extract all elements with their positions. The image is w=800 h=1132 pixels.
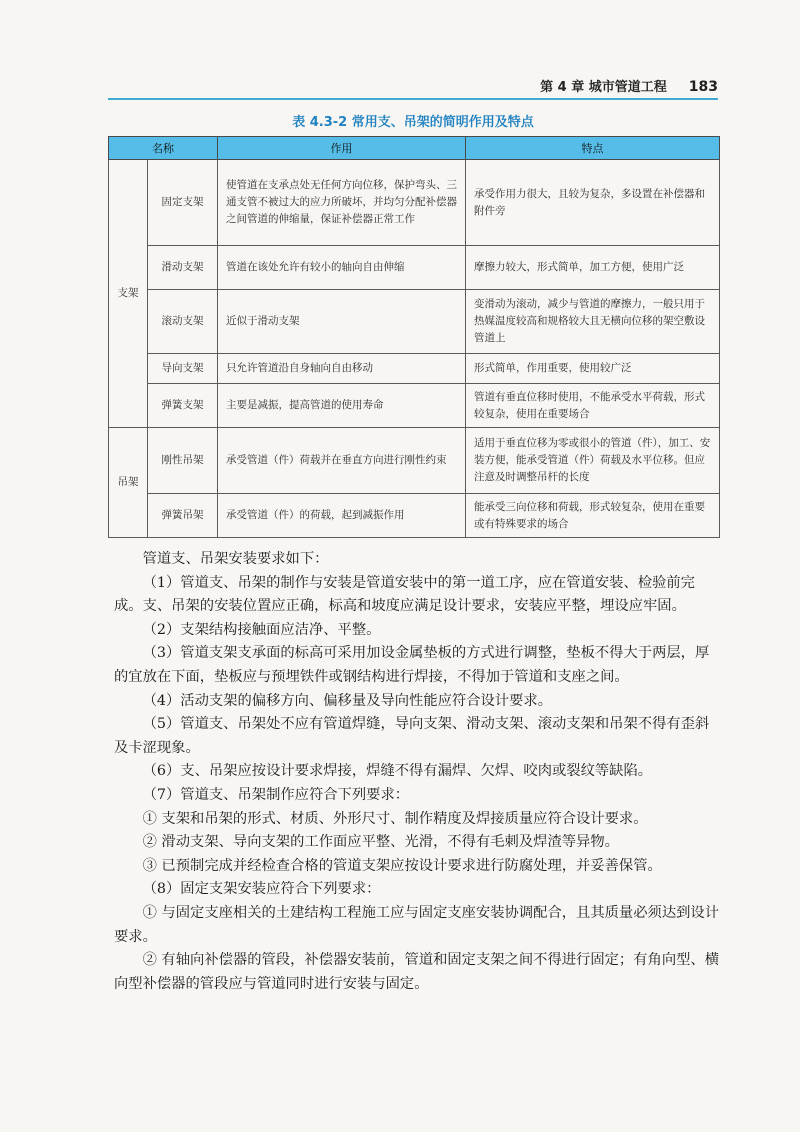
type-cell: 弹簧吊架 xyxy=(148,494,218,538)
type-cell: 弹簧支架 xyxy=(148,384,218,428)
paragraph: ② 滑动支架、导向支架的工作面应平整、光滑，不得有毛刺及焊渣等异物。 xyxy=(142,834,619,851)
paragraph: ③ 已预制完成并经检查合格的管道支架应按设计要求进行防腐处理，并妥善保管。 xyxy=(142,857,662,874)
table-row xyxy=(109,246,720,290)
paragraph: （5）管道支、吊架处不应有管道焊缝，导向支架、滑动支架、滚动支架和吊架不得有歪斜及卡涩现象。 xyxy=(114,716,710,756)
header-features: 特点 xyxy=(466,137,720,160)
running-header xyxy=(108,72,718,100)
support-hanger-table xyxy=(108,136,720,538)
paragraph: ① 与固定支座相关的土建结构工程施工应与固定支座安装协调配合，且其质量必须达到设计要求。 xyxy=(114,904,720,945)
page-number: 183 xyxy=(688,79,718,95)
features-cell: 适用于垂直位移为零或很小的管道（件），加工、安装方便，能承受管道（件）荷载及水平位移。但应注意及时调整吊杆的长度 xyxy=(466,428,720,494)
features-cell: 管道有垂直位移时使用，不能承受水平荷载，形式较复杂，使用在重要场合 xyxy=(466,384,720,428)
paragraph: ② 有轴向补偿器的管段，补偿器安装前，管道和固定支架之间不得进行固定；有角向型、横向型补偿器的管段应与管道同时进行安装与固定。 xyxy=(114,952,720,992)
paragraph: （2）支架结构接触面应洁净、平整。 xyxy=(142,621,381,638)
header-function: 作用 xyxy=(218,137,466,160)
table-row xyxy=(109,384,720,428)
paragraph: （8）固定支架安装应符合下列要求： xyxy=(142,881,381,898)
type-cell: 滚动支架 xyxy=(148,290,218,354)
table-row xyxy=(109,354,720,384)
features-cell: 承受作用力很大，且较为复杂，多设置在补偿器和附件旁 xyxy=(466,160,720,246)
paragraph: ① 支架和吊架的形式、材质、外形尺寸、制作精度及焊接质量应符合设计要求。 xyxy=(142,810,648,827)
header-name: 名称 xyxy=(109,137,218,160)
features-cell: 形式简单，作用重要，使用较广泛 xyxy=(466,354,720,384)
function-cell: 主要是减振，提高管道的使用寿命 xyxy=(218,384,466,428)
category-cell: 支架 xyxy=(109,160,148,428)
intro-paragraph: 管道支、吊架安装要求如下： xyxy=(142,551,329,567)
function-cell: 近似于滑动支架 xyxy=(218,290,466,354)
table-row xyxy=(109,290,720,354)
function-cell: 承受管道（件）的荷载，起到减振作用 xyxy=(218,494,466,538)
paragraph: （4）活动支架的偏移方向、偏移量及导向性能应符合设计要求。 xyxy=(142,692,552,709)
function-cell: 使管道在支承点处无任何方向位移，保护弯头、三通支管不被过大的应力所破坏，并均匀分配补偿器之间管道的伸缩量，保证补偿器正常工作 xyxy=(218,160,466,246)
table-caption: 表 4.3-2 常用支、吊架的简明作用及特点 xyxy=(292,115,534,130)
header-text xyxy=(540,76,718,95)
type-cell: 滑动支架 xyxy=(148,246,218,290)
category-cell: 吊架 xyxy=(109,428,148,538)
function-cell: 管道在该处允许有较小的轴向自由伸缩 xyxy=(218,246,466,290)
paragraph: （1）管道支、吊架的制作与安装是管道安装中的第一道工序，应在管道安装、检验前完成。支、吊架的安装位置应正确，标高和坡度应满足设计要求，安装应平整，埋设应牢固。 xyxy=(114,574,695,615)
features-cell: 变滑动为滚动，减少与管道的摩擦力，一般只用于热媒温度较高和规格较大且无横向位移的架空敷设管道上 xyxy=(466,290,720,354)
type-cell: 固定支架 xyxy=(148,160,218,246)
function-cell: 承受管道（件）荷载并在垂直方向进行刚性约束 xyxy=(218,428,466,494)
paragraph: （3）管道支架支承面的标高可采用加设金属垫板的方式进行调整，垫板不得大于两层，厚的宜放在下面，垫板应与预埋铁件或钢结构进行焊接，不得加于管道和支座之间。 xyxy=(114,645,710,685)
body-text xyxy=(114,548,720,996)
features-cell: 能承受三向位移和荷载，形式较复杂，使用在重要或有特殊要求的场合 xyxy=(466,494,720,538)
table-header-row xyxy=(109,137,720,160)
table-row xyxy=(109,428,720,494)
type-cell: 刚性吊架 xyxy=(148,428,218,494)
paragraph: （6）支、吊架应按设计要求焊接，焊缝不得有漏焊、欠焊、咬肉或裂纹等缺陷。 xyxy=(142,763,653,780)
chapter-title: 第 4 章 城市管道工程 xyxy=(540,80,667,95)
type-cell: 导向支架 xyxy=(148,354,218,384)
features-cell: 摩擦力较大，形式简单，加工方便，使用广泛 xyxy=(466,246,720,290)
paragraph: （7）管道支、吊架制作应符合下列要求： xyxy=(142,786,410,803)
table-row xyxy=(109,494,720,538)
function-cell: 只允许管道沿自身轴向自由移动 xyxy=(218,354,466,384)
table-row xyxy=(109,160,720,246)
